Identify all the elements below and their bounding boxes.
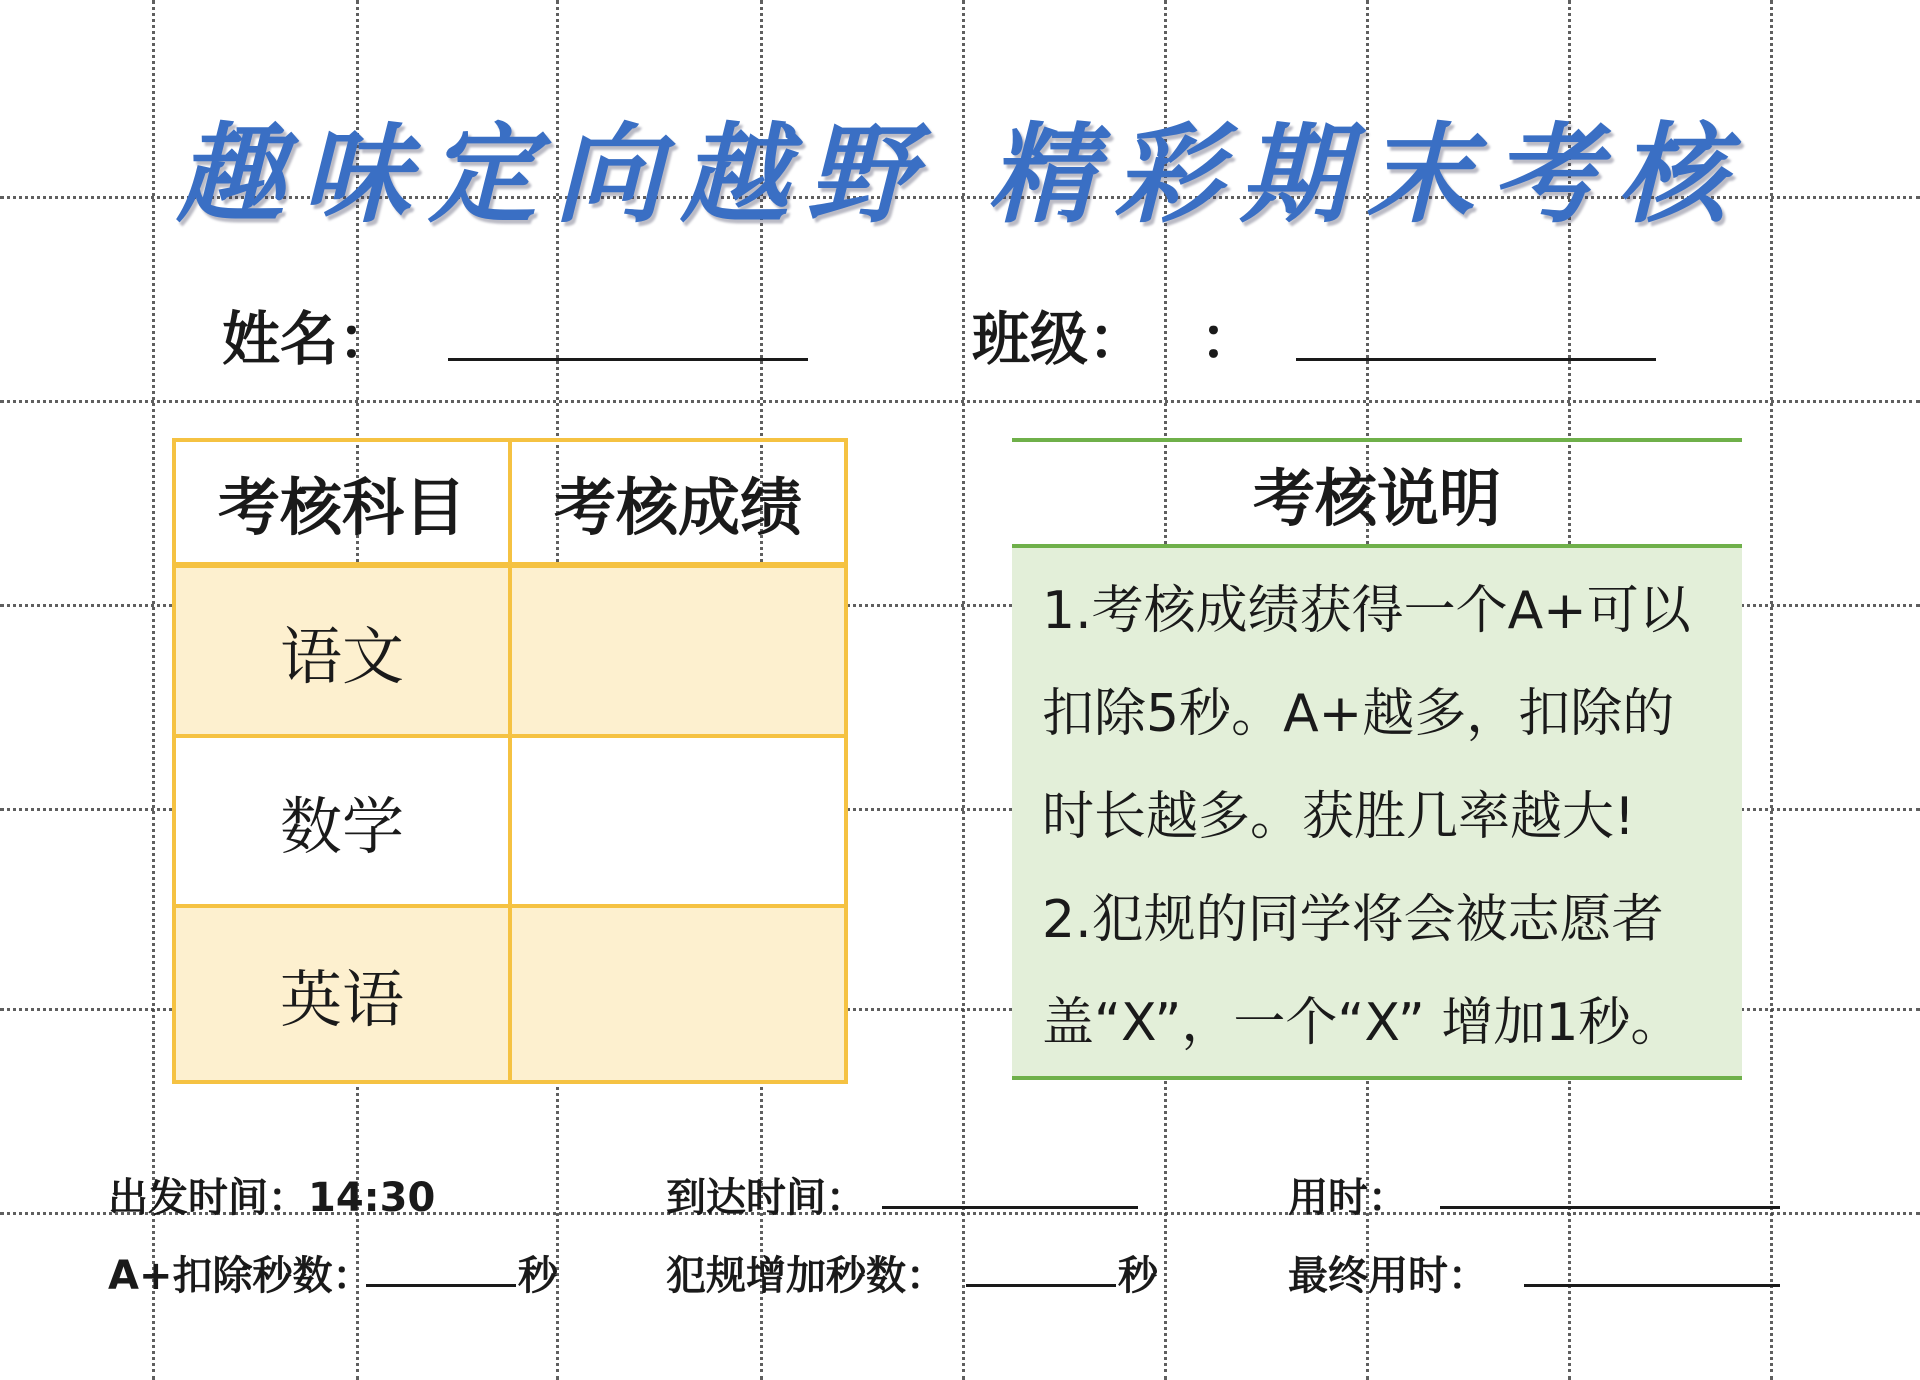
deduct-seconds-field[interactable]: [366, 1284, 516, 1287]
explanation-line: 盖“X”，一个“X” 增加1秒。: [1042, 993, 1683, 1053]
table-row: [176, 908, 844, 1080]
foul-seconds-unit: 秒: [1118, 1253, 1158, 1299]
used-time-field[interactable]: [1440, 1206, 1780, 1209]
explanation-line: 扣除5秒。A+越多，扣除的: [1042, 684, 1675, 744]
explanation-body: [1012, 544, 1742, 1080]
class-field[interactable]: [1296, 358, 1656, 361]
score-cell[interactable]: [512, 568, 844, 734]
header-subject: 考核科目: [176, 442, 512, 562]
deduct-seconds-label: A+扣除秒数：: [108, 1253, 373, 1299]
class-label: 班级：: [972, 305, 1147, 373]
name-field[interactable]: [448, 358, 808, 361]
score-cell[interactable]: [512, 908, 844, 1080]
final-time-field[interactable]: [1524, 1284, 1780, 1287]
used-time-label: 用时：: [1288, 1175, 1408, 1221]
table-row: [176, 738, 844, 908]
explanation-line: 时长越多。获胜几率越大!: [1042, 787, 1635, 847]
subject-cell: 数学: [176, 738, 512, 904]
score-cell[interactable]: [512, 738, 844, 904]
arrive-time-field[interactable]: [882, 1206, 1138, 1209]
deduct-seconds-unit: 秒: [518, 1253, 558, 1299]
subjects-table: [172, 438, 848, 1084]
explanation-heading: 考核说明: [1252, 461, 1501, 535]
dotted-guide-line: [0, 400, 1920, 403]
foul-seconds-field[interactable]: [966, 1284, 1116, 1287]
arrive-time-label: 到达时间：: [666, 1175, 866, 1221]
foul-seconds-label: 犯规增加秒数：: [666, 1253, 946, 1299]
depart-time-label: 出发时间：14:30: [108, 1175, 436, 1221]
subject-cell: 英语: [176, 908, 512, 1080]
page-title: 趣味定向越野 精彩期末考核: [176, 111, 1744, 238]
final-time-label: 最终用时：: [1288, 1253, 1488, 1299]
table-row: [176, 568, 844, 738]
header-score: 考核成绩: [553, 470, 802, 544]
name-label: 姓名：: [222, 305, 397, 373]
explanation-panel: [1012, 438, 1742, 1084]
explanation-line: 2.犯规的同学将会被志愿者: [1042, 890, 1664, 950]
subject-cell: 语文: [176, 568, 512, 734]
class-colon: ：: [1200, 305, 1259, 373]
explanation-line: 1.考核成绩获得一个A+可以: [1042, 581, 1691, 641]
table-header-row: [176, 442, 844, 568]
